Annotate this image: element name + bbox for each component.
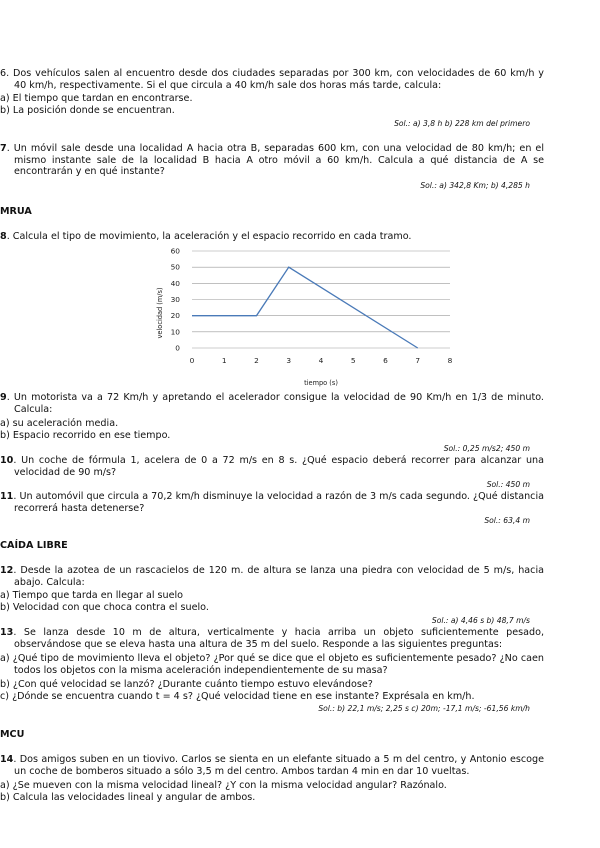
chart-series: [192, 267, 418, 348]
problem-13-solution: Sol.: b) 22,1 m/s; 2,25 s c) 20m; -17,1 m/s; -61,56 km/h: [318, 704, 530, 713]
problem-9-a: a) su aceleración media.: [0, 418, 119, 429]
problem-11-solution: Sol.: 63,4 m: [484, 516, 530, 525]
problem-14: [0, 754, 544, 777]
chart-y-axis-label: velocidad (m/s): [156, 287, 164, 339]
problem-8: [0, 231, 530, 243]
chart-x-tick-6: 6: [383, 356, 388, 365]
problem-13-text: . Se lanza desde 10 m de altura, verticalmente y hacia arriba un objeto suficientemente pesado, observándose que se eleva hasta una altura de 35 m del suelo. Responde a las siguientes preguntas:: [13, 627, 544, 650]
problem-12: [0, 565, 544, 588]
problem-8-text: . Calcula el tipo de movimiento, la aceleración y el espacio recorrido en cada tramo.: [6, 231, 412, 242]
problem-12-solution: Sol.: a) 4,46 s b) 48,7 m/s: [431, 616, 530, 625]
chart-x-tick-2: 2: [254, 356, 259, 365]
chart-x-tick-1: 1: [221, 356, 227, 365]
problem-13-c: c) ¿Dónde se encuentra cuando t = 4 s? ¿Qué velocidad tiene en ese instante? Exprésala en km/h.: [0, 691, 475, 702]
chart-y-tick-0: 0: [175, 343, 180, 353]
problem-14-a: a) ¿Se mueven con la misma velocidad lineal? ¿Y con la misma velocidad angular? Razónalo.: [0, 780, 447, 791]
section-heading-mcu: MCU: [0, 729, 25, 740]
chart-x-axis-label: tiempo (s): [304, 379, 338, 387]
problem-7-number: 7: [0, 143, 7, 154]
problem-13: [0, 627, 544, 650]
chart-x-tick-8: 8: [447, 356, 453, 365]
problem-6-number: 6.: [0, 68, 10, 79]
problem-14-b: b) Calcula las velocidades lineal y angular de ambos.: [0, 792, 256, 803]
section-heading-mrua: MRUA: [0, 206, 32, 217]
problem-11-number: 11: [0, 491, 14, 502]
problem-6-text: Dos vehículos salen al encuentro desde dos ciudades separadas por 300 km, con velocidades de 60 km/h y 40 km/h, respectivamente. Si el que circula a 40 km/h sale dos horas más tarde, calcula:: [13, 68, 544, 91]
chart-x-tick-7: 7: [415, 356, 421, 365]
problem-7-text: . Un móvil sale desde una localidad A hacia otra B, separadas 600 km, con una velocidad de 80 km/h; en el mismo instante sale de la localidad B hacia A otro móvil a 60 km/h. Calcula a qué distancia de A se encontrarán y en qué instante?: [6, 143, 544, 178]
chart-y-tick-10: 10: [170, 327, 180, 337]
problem-12-b: b) Velocidad con que choca contra el suelo.: [0, 602, 209, 613]
problem-9-b: b) Espacio recorrido en ese tiempo.: [0, 430, 171, 441]
velocity-time-chart: [140, 245, 460, 395]
problem-13-number: 13: [0, 627, 14, 638]
problem-11-text: . Un automóvil que circula a 70,2 km/h disminuye la velocidad a razón de 3 m/s cada segundo. ¿Qué distancia recorrerá hasta detenerse?: [13, 491, 544, 514]
problem-11: [0, 491, 544, 514]
problem-9-solution: Sol.: 0,25 m/s2; 450 m: [443, 444, 530, 453]
problem-12-number: 12: [0, 565, 14, 576]
problem-10: [0, 455, 544, 478]
problem-6-b: b) La posición donde se encuentran.: [0, 105, 175, 116]
chart-y-tick-30: 30: [170, 295, 180, 304]
problem-6-solution: Sol.: a) 3,8 h b) 228 km del primero: [394, 119, 530, 128]
chart-y-tick-40: 40: [170, 278, 180, 288]
chart-x-ticks: [190, 356, 453, 365]
chart-series-line-v: [192, 267, 418, 348]
problem-9-text: . Un motorista va a 72 Km/h y apretando el acelerador consigue la velocidad de 90 Km/h en 1/3 de minuto. Calcula:: [6, 392, 544, 415]
problem-9: [0, 392, 544, 415]
chart-gridlines: [192, 251, 450, 348]
problem-6-a: a) El tiempo que tardan en encontrarse.: [0, 93, 193, 104]
problem-8-number: 8: [0, 231, 7, 242]
problem-10-text: . Un coche de fórmula 1, acelera de 0 a 72 m/s en 8 s. ¿Qué espacio deberá recorrer para alcanzar una velocidad de 90 m/s?: [13, 455, 544, 478]
problem-12-a: a) Tiempo que tarda en llegar al suelo: [0, 590, 184, 601]
chart-x-tick-0: 0: [189, 356, 195, 365]
section-heading-caida-libre: CAÍDA LIBRE: [0, 540, 68, 551]
chart-y-tick-50: 50: [170, 262, 180, 272]
problem-6: [0, 68, 544, 91]
problem-7-solution: Sol.: a) 342,8 Km; b) 4,285 h: [420, 181, 530, 190]
chart-x-tick-3: 3: [286, 356, 292, 365]
chart-y-tick-60: 60: [170, 246, 180, 256]
chart-y-ticks: [171, 247, 181, 353]
problem-10-number: 10: [0, 455, 14, 466]
problem-7: [0, 143, 544, 178]
chart-x-tick-4: 4: [318, 356, 324, 365]
problem-9-number: 9: [0, 392, 7, 403]
problem-10-solution: Sol.: 450 m: [486, 480, 530, 489]
problem-14-number: 14: [0, 754, 14, 765]
problem-12-text: . Desde la azotea de un rascacielos de 120 m. de altura se lanza una piedra con velocidad de 5 m/s, hacia abajo. Calcula:: [13, 565, 544, 588]
chart-y-tick-20: 20: [170, 311, 180, 321]
problem-14-text: . Dos amigos suben en un tiovivo. Carlos se sienta en un elefante situado a 5 m del centro, y Antonio escoge un coche de bomberos situado a sólo 3,5 m del centro. Ambos tardan 4 min en dar 10 vueltas.: [13, 754, 544, 777]
chart-x-tick-5: 5: [350, 356, 356, 365]
problem-13-b: b) ¿Con qué velocidad se lanzó? ¿Durante cuánto tiempo estuvo elevándose?: [0, 679, 373, 690]
problem-13-a: a) ¿Qué tipo de movimiento lleva el objeto? ¿Por qué se dice que el objeto es suficientemente pesado? ¿No caen todos los objetos con la misma aceleración independientemente de su masa?: [0, 653, 544, 676]
